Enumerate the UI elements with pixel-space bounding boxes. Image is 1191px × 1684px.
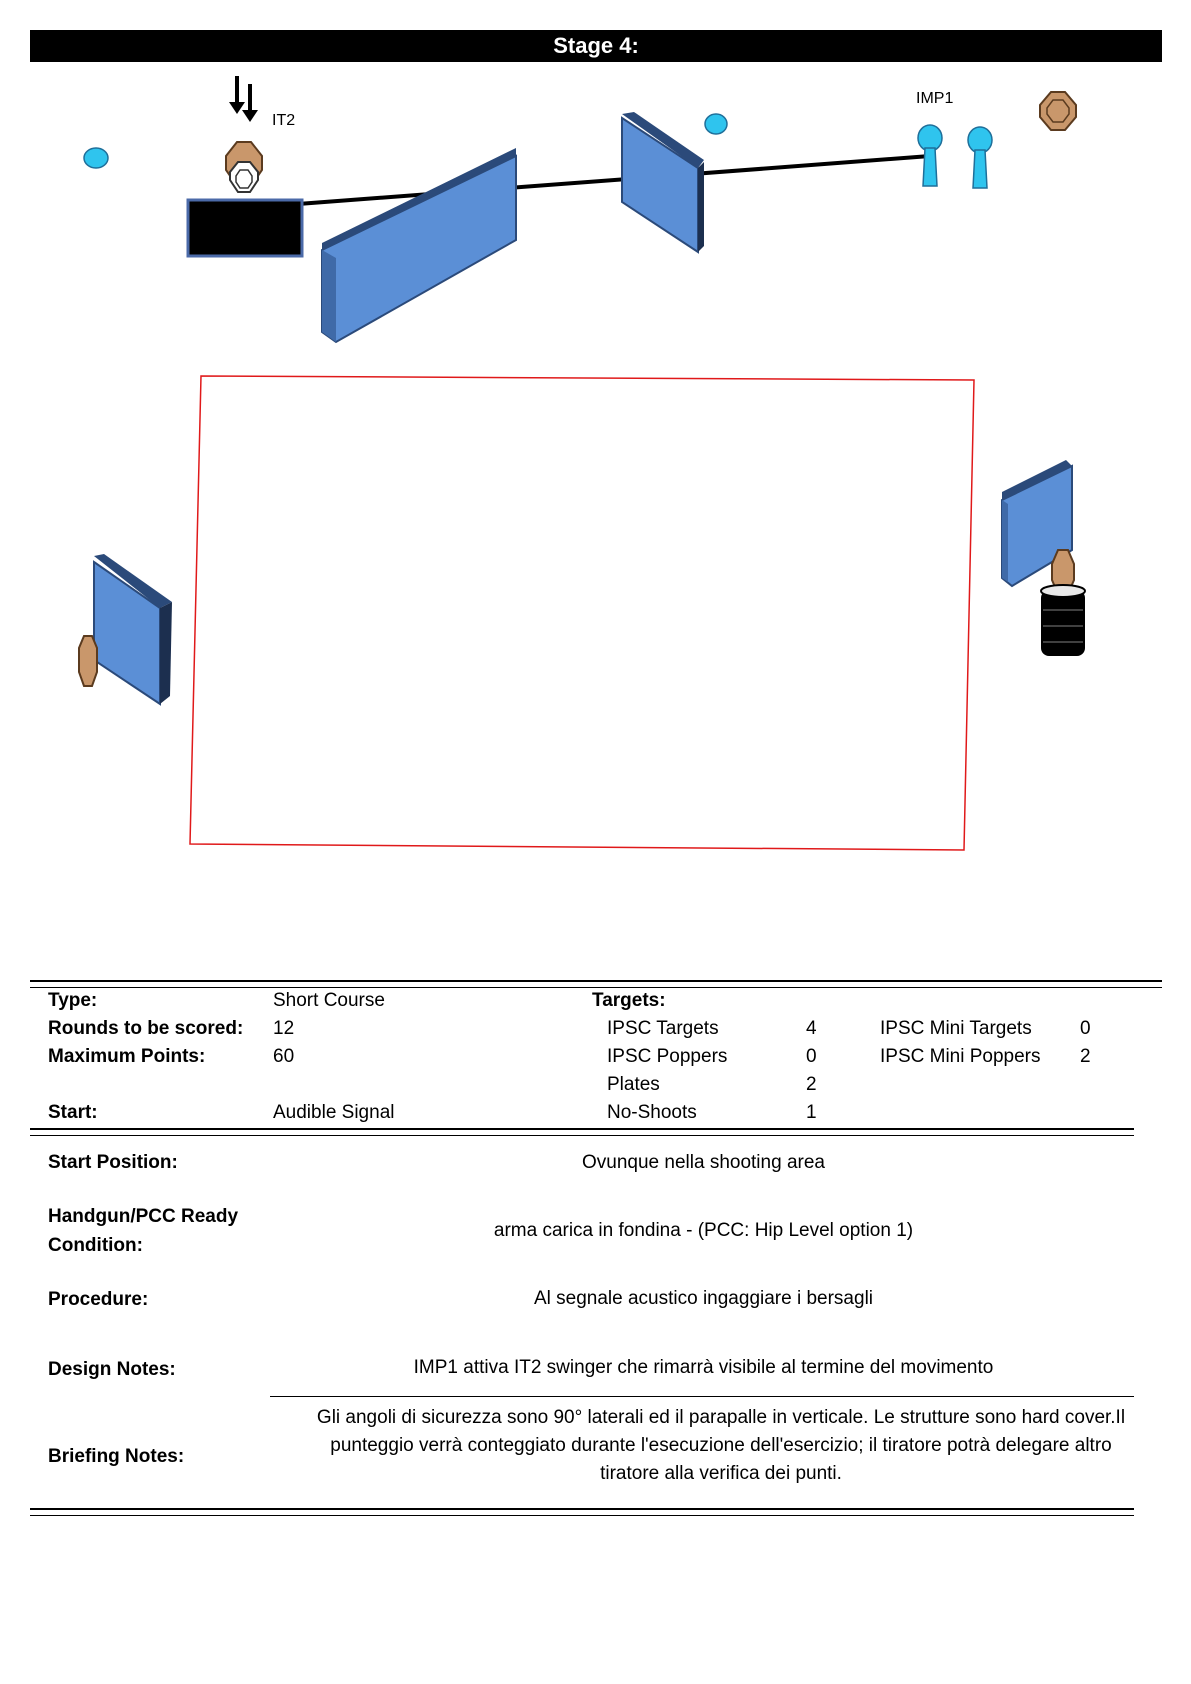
wall-top-center bbox=[622, 112, 704, 252]
imp1-label: IMP1 bbox=[916, 90, 954, 107]
rounds-label: Rounds to be scored: bbox=[48, 1018, 244, 1039]
target-count: 0 bbox=[806, 1046, 817, 1067]
procedure-label: Procedure: bbox=[48, 1289, 149, 1310]
mini-target-name: IPSC Mini Poppers bbox=[880, 1046, 1041, 1067]
steel-plate-center bbox=[705, 114, 727, 134]
target-name: IPSC Poppers bbox=[607, 1046, 728, 1067]
info-bottom-rule bbox=[30, 1508, 1134, 1516]
start-position-value: Ovunque nella shooting area bbox=[582, 1152, 825, 1173]
target-name: IPSC Targets bbox=[607, 1018, 719, 1039]
mini-target-name: IPSC Mini Targets bbox=[880, 1018, 1032, 1039]
info-top-rule bbox=[30, 980, 1162, 988]
design-notes-value: IMP1 attiva IT2 swinger che rimarrà visibile al termine del movimento bbox=[413, 1357, 994, 1378]
type-label: Type: bbox=[48, 990, 98, 1011]
target-count: 1 bbox=[806, 1102, 817, 1123]
mini-target-count: 0 bbox=[1080, 1018, 1091, 1039]
ready-condition-value: arma carica in fondina - (PCC: Hip Level option 1) bbox=[493, 1220, 914, 1241]
ipsc-target-left bbox=[79, 636, 97, 686]
briefing-notes-value: Gli angoli di sicurezza sono 90° laterali ed il parapalle in verticale. Le strutture sono hard cover.Il punteggio verrà conteggiato durante l'esecuzione dell'esercizio; il tiratore potrà delegare altro tiratore alla verifica dei punti. bbox=[316, 1407, 1126, 1484]
target-name: No-Shoots bbox=[607, 1102, 697, 1123]
rounds-value: 12 bbox=[273, 1018, 295, 1039]
procedure-value: Al segnale acustico ingaggiare i bersagli bbox=[533, 1288, 874, 1309]
info-mid-rule bbox=[30, 1128, 1134, 1136]
start-position-label: Start Position: bbox=[48, 1152, 178, 1173]
ready-condition-label-2: Condition: bbox=[48, 1235, 143, 1256]
it2-label: IT2 bbox=[272, 112, 296, 129]
points-value: 60 bbox=[273, 1046, 295, 1067]
mini-popper-imp1-b bbox=[968, 127, 992, 188]
wall-left bbox=[94, 554, 172, 704]
target-count: 4 bbox=[806, 1018, 817, 1039]
activation-cable bbox=[298, 156, 930, 204]
wall-diagonal bbox=[322, 148, 516, 342]
stage-diagram bbox=[0, 70, 1191, 890]
shooting-area bbox=[190, 376, 974, 850]
ipsc-target-top-right bbox=[1040, 92, 1076, 130]
swinger-base bbox=[188, 200, 302, 256]
start-label: Start: bbox=[48, 1102, 98, 1123]
start-value: Audible Signal bbox=[273, 1102, 395, 1123]
stage-title: Stage 4: bbox=[30, 30, 1162, 62]
barrel-stack bbox=[1041, 585, 1085, 656]
steel-plate-left bbox=[84, 148, 108, 168]
briefing-rule bbox=[270, 1396, 1134, 1397]
target-name: Plates bbox=[607, 1074, 660, 1095]
design-notes-label: Design Notes: bbox=[48, 1359, 176, 1380]
swinger-arrow-icon bbox=[229, 76, 258, 122]
targets-label: Targets: bbox=[592, 990, 666, 1011]
type-value: Short Course bbox=[273, 990, 385, 1011]
briefing-notes-label: Briefing Notes: bbox=[48, 1446, 185, 1467]
ready-condition-label-1: Handgun/PCC Ready bbox=[48, 1206, 239, 1227]
points-label: Maximum Points: bbox=[48, 1046, 206, 1067]
mini-target-count: 2 bbox=[1080, 1046, 1091, 1067]
ipsc-target-it2 bbox=[226, 142, 262, 192]
target-count: 2 bbox=[806, 1074, 817, 1095]
